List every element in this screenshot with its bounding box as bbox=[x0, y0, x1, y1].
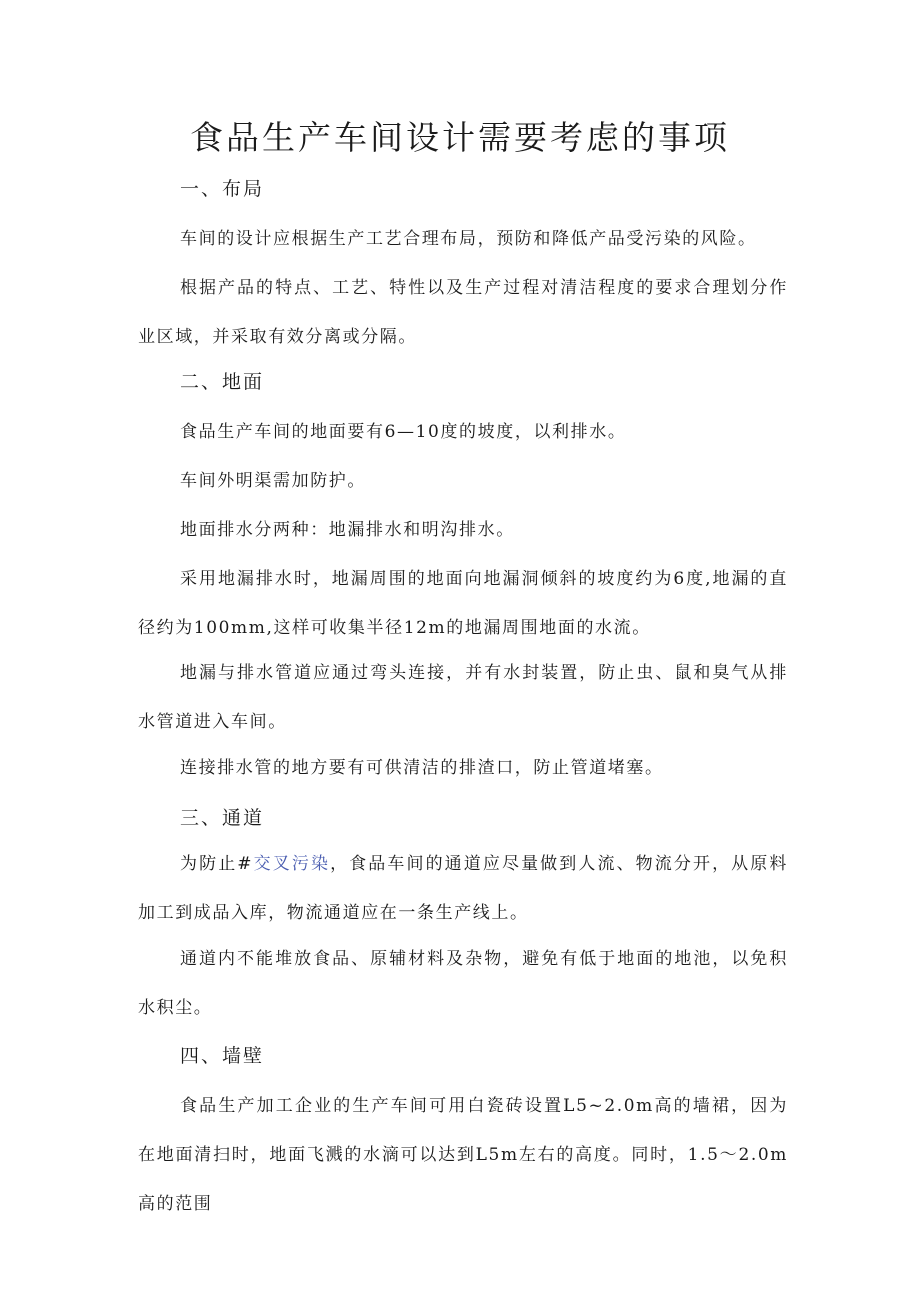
paragraph: 采用地漏排水时，地漏周围的地面向地漏洞倾斜的坡度约为6度,地漏的直径约为100mm,这样可收集半径12m的地漏周围地面的水流。 bbox=[138, 569, 788, 638]
paragraph-text: 为防止# bbox=[180, 854, 254, 874]
paragraph: 车间的设计应根据生产工艺合理布局，预防和降低产品受污染的风险。 bbox=[180, 229, 757, 249]
section-heading-floor: 二、地面 bbox=[180, 371, 265, 393]
section-heading-wall: 四、墙壁 bbox=[180, 1045, 265, 1067]
paragraph: 根据产品的特点、工艺、特性以及生产过程对清洁程度的要求合理划分作业区域，并采取有效分离或分隔。 bbox=[138, 278, 788, 347]
paragraph: 地漏与排水管道应通过弯头连接，并有水封装置，防止虫、鼠和臭气从排水管道进入车间。 bbox=[138, 663, 788, 732]
paragraph: 食品生产车间的地面要有6—10度的坡度，以利排水。 bbox=[180, 422, 627, 442]
paragraph: 食品生产加工企业的生产车间可用白瓷砖设置L5~2.0m高的墙裙，因为在地面清扫时，地面飞溅的水滴可以达到L5m左右的高度。同时，1.5～2.0m高的范围 bbox=[138, 1096, 788, 1214]
paragraph: 车间外明渠需加防护。 bbox=[180, 471, 366, 491]
paragraph bbox=[138, 840, 788, 938]
cross-contamination-link[interactable]: 交叉污染 bbox=[253, 854, 331, 874]
section-heading-passage: 三、通道 bbox=[180, 807, 265, 829]
paragraph: 连接排水管的地方要有可供清洁的排渣口，防止管道堵塞。 bbox=[180, 758, 664, 778]
paragraph: 地面排水分两种：地漏排水和明沟排水。 bbox=[180, 520, 515, 540]
section-heading-layout: 一、布局 bbox=[180, 178, 265, 200]
paragraph-text: ，食品车间的通道应尽量做到人流、物流分开，从原料加工到成品入库，物流通道应在一条生产线上。 bbox=[138, 854, 788, 923]
document-title: 食品生产车间设计需要考虑的事项 bbox=[190, 118, 730, 157]
paragraph: 通道内不能堆放食品、原辅材料及杂物，避免有低于地面的地池，以免积水积尘。 bbox=[138, 949, 788, 1018]
